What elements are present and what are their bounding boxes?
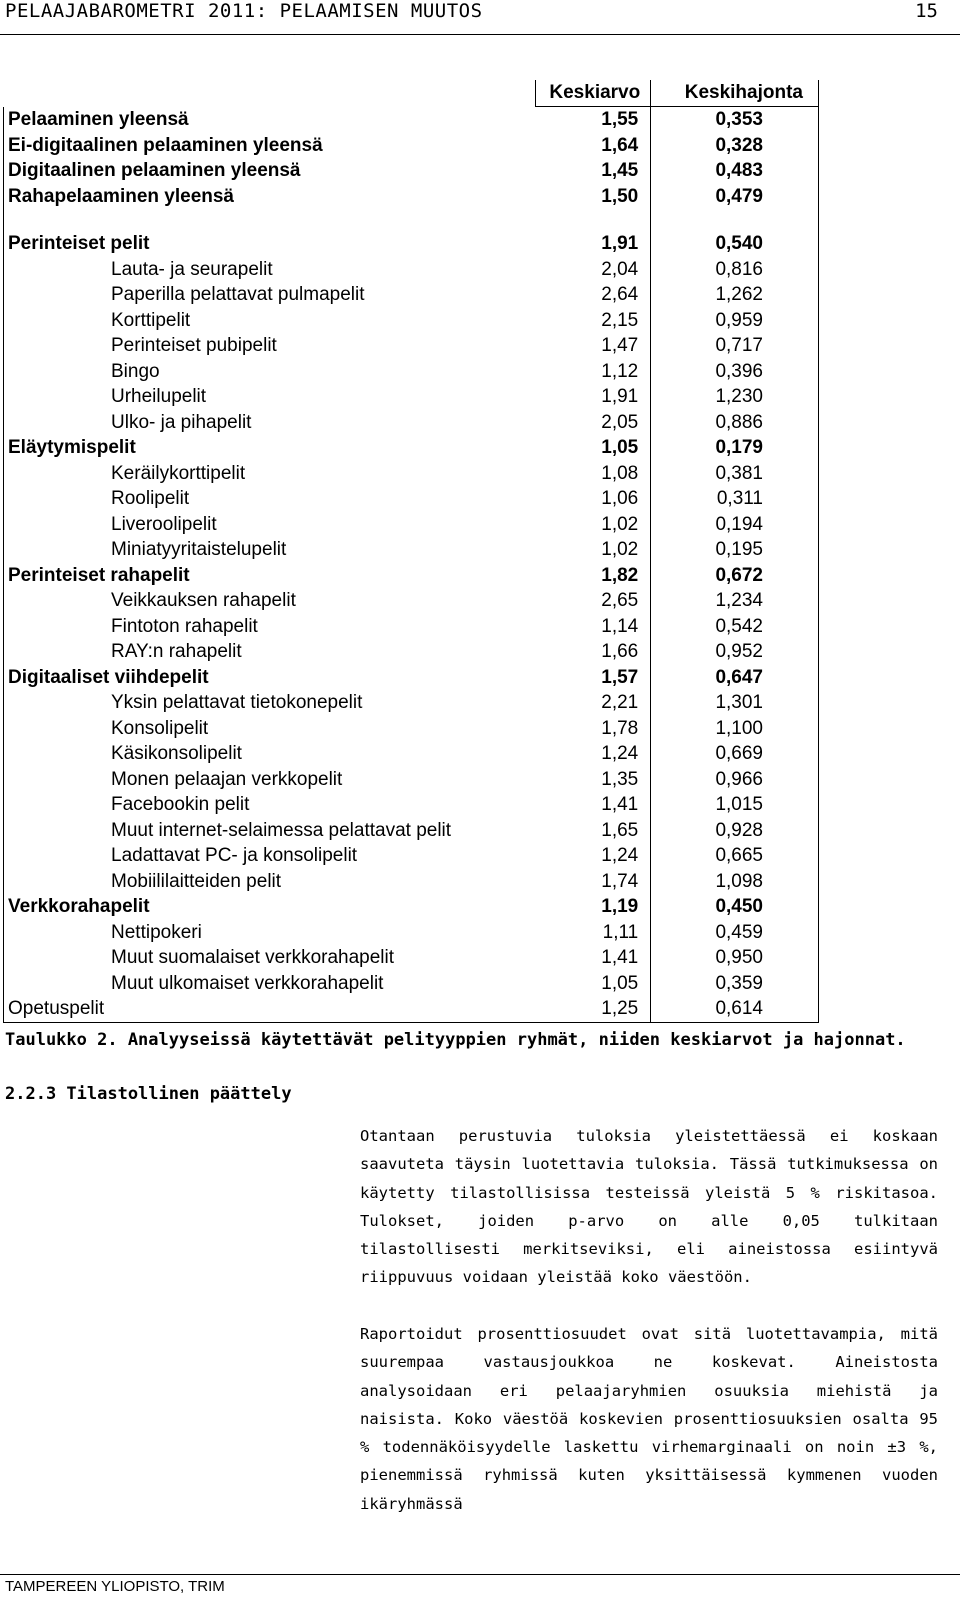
row-mean-value: 2,64 xyxy=(535,282,651,308)
row-label: Ei-digitaalinen pelaaminen yleensä xyxy=(4,133,536,159)
row-label: Lauta- ja seurapelit xyxy=(4,257,536,283)
table-row xyxy=(4,107,819,133)
row-label: Miniatyyritaistelupelit xyxy=(4,537,536,563)
table-row xyxy=(4,333,819,359)
table-row xyxy=(4,920,819,946)
row-mean-value: 1,14 xyxy=(535,614,651,640)
row-label: Ulko- ja pihapelit xyxy=(4,410,536,436)
table-row xyxy=(4,512,819,538)
table-row xyxy=(4,359,819,385)
table-row xyxy=(4,971,819,997)
table-row xyxy=(4,435,819,461)
row-label: Facebookin pelit xyxy=(4,792,536,818)
row-mean-value: 2,21 xyxy=(535,690,651,716)
table-spacer-row xyxy=(4,209,819,231)
row-sd-value: 0,952 xyxy=(651,639,819,665)
table-row xyxy=(4,563,819,589)
row-sd-value: 0,359 xyxy=(651,971,819,997)
table-row xyxy=(4,639,819,665)
row-sd-value xyxy=(651,209,819,231)
row-sd-value: 0,479 xyxy=(651,184,819,210)
table-row xyxy=(4,308,819,334)
row-label: Digitaaliset viihdepelit xyxy=(4,665,536,691)
row-mean-value: 1,11 xyxy=(535,920,651,946)
row-label: Konsolipelit xyxy=(4,716,536,742)
row-sd-value: 0,966 xyxy=(651,767,819,793)
row-mean-value: 1,24 xyxy=(535,741,651,767)
table-header-row xyxy=(4,80,819,107)
row-sd-value: 1,098 xyxy=(651,869,819,895)
row-sd-value: 0,542 xyxy=(651,614,819,640)
row-label: Muut suomalaiset verkkorahapelit xyxy=(4,945,536,971)
row-label: Opetuspelit xyxy=(4,996,536,1022)
row-mean-value: 1,05 xyxy=(535,435,651,461)
row-sd-value: 0,396 xyxy=(651,359,819,385)
row-label: Bingo xyxy=(4,359,536,385)
table-row xyxy=(4,792,819,818)
row-sd-value: 0,950 xyxy=(651,945,819,971)
row-label: Eläytymispelit xyxy=(4,435,536,461)
row-sd-value: 0,179 xyxy=(651,435,819,461)
table-row xyxy=(4,537,819,563)
row-mean-value: 2,15 xyxy=(535,308,651,334)
row-mean-value: 1,91 xyxy=(535,384,651,410)
row-sd-value: 0,717 xyxy=(651,333,819,359)
row-label: Mobiililaitteiden pelit xyxy=(4,869,536,895)
row-mean-value: 2,65 xyxy=(535,588,651,614)
row-mean-value: 1,06 xyxy=(535,486,651,512)
table-row xyxy=(4,410,819,436)
table-row xyxy=(4,231,819,257)
row-label: Monen pelaajan verkkopelit xyxy=(4,767,536,793)
row-sd-value: 0,459 xyxy=(651,920,819,946)
row-mean-value: 2,04 xyxy=(535,257,651,283)
row-label: Perinteiset rahapelit xyxy=(4,563,536,589)
row-label: Digitaalinen pelaaminen yleensä xyxy=(4,158,536,184)
footer-institution: TAMPEREEN YLIOPISTO, TRIM xyxy=(5,1578,225,1595)
row-label: Rahapelaaminen yleensä xyxy=(4,184,536,210)
table-row xyxy=(4,767,819,793)
row-mean-value: 1,02 xyxy=(535,537,651,563)
row-label: Keräilykorttipelit xyxy=(4,461,536,487)
row-mean-value: 1,19 xyxy=(535,894,651,920)
game-types-table xyxy=(3,80,819,1023)
row-sd-value: 0,959 xyxy=(651,308,819,334)
row-label: Korttipelit xyxy=(4,308,536,334)
row-label: Perinteiset pubipelit xyxy=(4,333,536,359)
row-sd-value: 1,100 xyxy=(651,716,819,742)
row-label: Nettipokeri xyxy=(4,920,536,946)
row-mean-value: 1,65 xyxy=(535,818,651,844)
row-mean-value: 1,02 xyxy=(535,512,651,538)
row-mean-value: 1,55 xyxy=(535,107,651,133)
table-row xyxy=(4,945,819,971)
table-body xyxy=(4,107,819,1023)
table-row xyxy=(4,461,819,487)
row-mean-value: 1,41 xyxy=(535,945,651,971)
row-mean-value: 1,91 xyxy=(535,231,651,257)
page-number: 15 xyxy=(915,0,938,22)
row-sd-value: 0,647 xyxy=(651,665,819,691)
row-sd-value: 1,015 xyxy=(651,792,819,818)
table-row xyxy=(4,843,819,869)
column-header-mean: Keskiarvo xyxy=(535,80,651,107)
table-caption: Taulukko 2. Analyyseissä käytettävät pelityyppien ryhmät, niiden keskiarvot ja hajonnat. xyxy=(5,1030,906,1050)
row-sd-value: 0,540 xyxy=(651,231,819,257)
row-sd-value: 0,381 xyxy=(651,461,819,487)
row-label: Urheilupelit xyxy=(4,384,536,410)
row-label: Muut ulkomaiset verkkorahapelit xyxy=(4,971,536,997)
row-sd-value: 0,816 xyxy=(651,257,819,283)
row-sd-value: 0,483 xyxy=(651,158,819,184)
row-label: Roolipelit xyxy=(4,486,536,512)
row-mean-value: 1,41 xyxy=(535,792,651,818)
row-label: Ladattavat PC- ja konsolipelit xyxy=(4,843,536,869)
row-mean-value: 1,78 xyxy=(535,716,651,742)
row-label: Yksin pelattavat tietokonepelit xyxy=(4,690,536,716)
row-sd-value: 1,301 xyxy=(651,690,819,716)
footer-divider xyxy=(0,1574,960,1575)
row-sd-value: 0,194 xyxy=(651,512,819,538)
row-mean-value xyxy=(535,209,651,231)
table-row xyxy=(4,282,819,308)
row-label: Liveroolipelit xyxy=(4,512,536,538)
table-row xyxy=(4,614,819,640)
table-row xyxy=(4,996,819,1022)
row-mean-value: 2,05 xyxy=(535,410,651,436)
row-label xyxy=(4,209,536,231)
row-mean-value: 1,82 xyxy=(535,563,651,589)
table-row xyxy=(4,158,819,184)
table-row xyxy=(4,384,819,410)
row-mean-value: 1,08 xyxy=(535,461,651,487)
table-row xyxy=(4,486,819,512)
table-row xyxy=(4,184,819,210)
row-sd-value: 0,353 xyxy=(651,107,819,133)
table-row xyxy=(4,133,819,159)
row-sd-value: 0,195 xyxy=(651,537,819,563)
section-heading: 2.2.3 Tilastollinen päättely xyxy=(5,1084,292,1104)
row-mean-value: 1,24 xyxy=(535,843,651,869)
row-label: Fintoton rahapelit xyxy=(4,614,536,640)
table-row xyxy=(4,741,819,767)
row-label: Perinteiset pelit xyxy=(4,231,536,257)
row-sd-value: 0,328 xyxy=(651,133,819,159)
row-mean-value: 1,47 xyxy=(535,333,651,359)
row-label: Käsikonsolipelit xyxy=(4,741,536,767)
row-sd-value: 0,669 xyxy=(651,741,819,767)
table-row xyxy=(4,665,819,691)
row-sd-value: 0,614 xyxy=(651,996,819,1022)
running-header-title: PELAAJABAROMETRI 2011: PELAAMISEN MUUTOS xyxy=(5,0,483,22)
table-row xyxy=(4,894,819,920)
row-mean-value: 1,05 xyxy=(535,971,651,997)
row-mean-value: 1,50 xyxy=(535,184,651,210)
row-sd-value: 1,234 xyxy=(651,588,819,614)
row-sd-value: 0,311 xyxy=(651,486,819,512)
row-label: Veikkauksen rahapelit xyxy=(4,588,536,614)
body-paragraph: Raportoidut prosenttiosuudet ovat sitä luotettavampia, mitä suurempaa vastausjoukkoa ne koskevat. Aineistosta analysoidaan eri pelaajaryhmien osuuksia miehistä ja naisista. Koko väestöä koskevien prosenttiosuuksien osalta 95 % todennäköisyydelle laskettu virhemarginaali on noin ±3 %, pienemmissä ryhmissä kuten yksittäisessä kymmenen vuoden ikäryhmässä xyxy=(360,1325,938,1513)
row-mean-value: 1,25 xyxy=(535,996,651,1022)
row-sd-value: 0,886 xyxy=(651,410,819,436)
table-row xyxy=(4,869,819,895)
table-row xyxy=(4,690,819,716)
row-mean-value: 1,45 xyxy=(535,158,651,184)
table-row xyxy=(4,818,819,844)
row-mean-value: 1,74 xyxy=(535,869,651,895)
row-sd-value: 1,230 xyxy=(651,384,819,410)
row-mean-value: 1,66 xyxy=(535,639,651,665)
header-blank-cell xyxy=(4,80,536,107)
row-mean-value: 1,64 xyxy=(535,133,651,159)
row-mean-value: 1,57 xyxy=(535,665,651,691)
table-row xyxy=(4,716,819,742)
column-header-sd: Keskihajonta xyxy=(651,80,819,107)
row-label: Pelaaminen yleensä xyxy=(4,107,536,133)
row-sd-value: 0,672 xyxy=(651,563,819,589)
row-sd-value: 1,262 xyxy=(651,282,819,308)
table-row xyxy=(4,257,819,283)
row-label: Muut internet-selaimessa pelattavat pelit xyxy=(4,818,536,844)
row-label: Verkkorahapelit xyxy=(4,894,536,920)
row-sd-value: 0,928 xyxy=(651,818,819,844)
row-sd-value: 0,450 xyxy=(651,894,819,920)
table-row xyxy=(4,588,819,614)
row-mean-value: 1,35 xyxy=(535,767,651,793)
body-paragraph: Otantaan perustuvia tuloksia yleistettäessä ei koskaan saavuteta täysin luotettavia tuloksia. Tässä tutkimuksessa on käytetty tilastollisissa testeissä yleistä 5 % riskitasoa. Tulokset, joiden p-arvo on alle 0,05 tulkitaan tilastollisesti merkitseviksi, eli aineistossa esiintyvä riippuvuus voidaan yleistää koko väestöön. xyxy=(360,1127,938,1287)
row-label: Paperilla pelattavat pulmapelit xyxy=(4,282,536,308)
row-label: RAY:n rahapelit xyxy=(4,639,536,665)
row-sd-value: 0,665 xyxy=(651,843,819,869)
header-divider xyxy=(0,34,960,35)
row-mean-value: 1,12 xyxy=(535,359,651,385)
